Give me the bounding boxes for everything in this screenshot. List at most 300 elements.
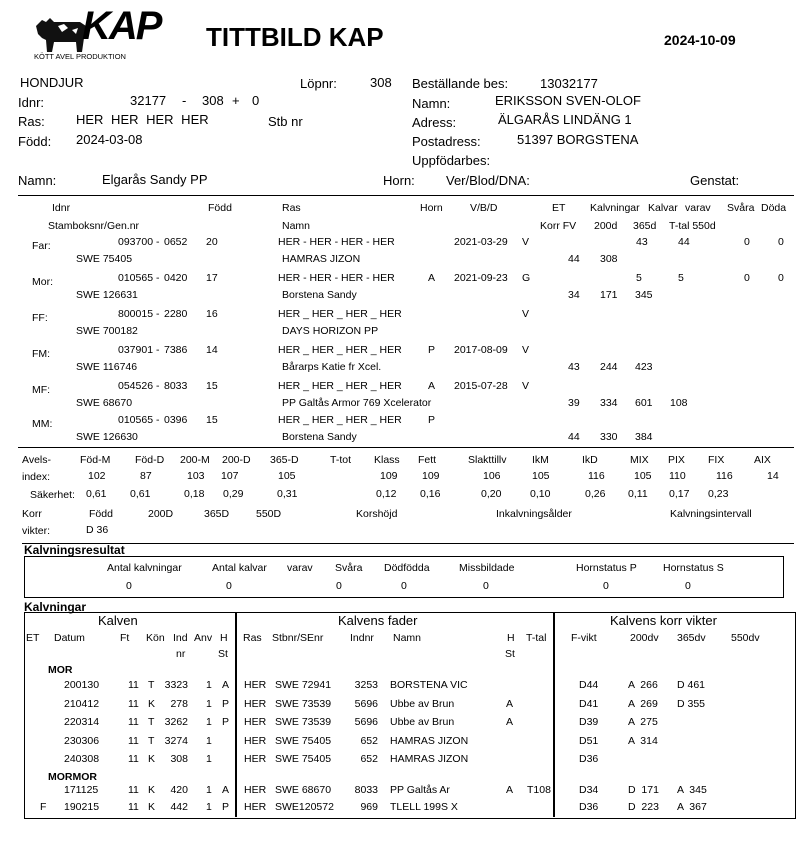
bes-label: Beställande bes: bbox=[412, 76, 509, 91]
index-sakerhet: 0,31 bbox=[277, 488, 298, 500]
cal-365dv: A 367 bbox=[677, 801, 707, 813]
cal-h-anv: Anv bbox=[194, 632, 213, 644]
ped-idnr-1: 800015 bbox=[118, 308, 154, 320]
cal-h-indnr: Indnr bbox=[350, 632, 374, 644]
index-sakerhet: 0,20 bbox=[481, 488, 502, 500]
ped-ras: HER - HER - HER - HER bbox=[278, 236, 395, 248]
ped-stambok: SWE 126630 bbox=[76, 431, 138, 443]
cal-ras: HER bbox=[244, 697, 267, 710]
korr-h-200d: 200D bbox=[148, 508, 174, 520]
ped-h-svara: Svåra bbox=[727, 202, 755, 214]
idnr-a: 32177 bbox=[130, 93, 167, 108]
ped-h-ras: Ras bbox=[282, 202, 301, 214]
ped-korr-fv: 44 bbox=[568, 431, 580, 443]
index-value: 116 bbox=[588, 470, 605, 482]
cal-indnr: 3253 bbox=[354, 679, 378, 691]
index-sakerhet: 0,10 bbox=[530, 488, 551, 500]
ped-ras: HER - HER - HER - HER bbox=[278, 272, 395, 284]
korr-h-fodd: Född bbox=[89, 508, 113, 520]
ped-idnr-1: 054526 bbox=[118, 380, 154, 392]
ped-svara: 0 bbox=[744, 272, 750, 284]
idnr-c: 0 bbox=[252, 93, 260, 108]
cal-anv: 1 bbox=[206, 734, 212, 747]
ped-h-vbd: V/B/D bbox=[470, 202, 498, 214]
cal-365dv: A 345 bbox=[677, 784, 707, 796]
divider bbox=[554, 612, 555, 817]
index-label-2: index: bbox=[22, 471, 51, 483]
index-sakerhet: 0,11 bbox=[628, 488, 648, 500]
index-value: 110 bbox=[669, 470, 686, 482]
cal-ras: HER bbox=[244, 753, 267, 765]
cal-200dv: A 266 bbox=[628, 679, 658, 691]
cal-200dv: A 314 bbox=[628, 734, 658, 747]
index-head: IkM bbox=[532, 454, 549, 466]
ped-h-stambok: Stamboksnr/Gen.nr bbox=[48, 220, 140, 232]
cal-stbnr: SWE 73539 bbox=[275, 697, 332, 710]
cal-datum: 210412 bbox=[64, 697, 100, 710]
cal-h-nr: nr bbox=[176, 648, 186, 660]
index-sakerhet: 0,61 bbox=[86, 488, 107, 500]
cal-datum: 200130 bbox=[64, 679, 100, 691]
korr-label-2: vikter: bbox=[22, 525, 51, 537]
cal-stbnr: SWE 73539 bbox=[275, 716, 332, 728]
result-head: Missbildade bbox=[459, 562, 515, 574]
cal-ras: HER bbox=[244, 716, 267, 728]
ped-200d: 330 bbox=[600, 431, 618, 443]
cal-365dv: D 355 bbox=[677, 697, 706, 710]
ped-stambok: SWE 116746 bbox=[76, 361, 138, 373]
ped-ras: HER _ HER _ HER _ HER bbox=[278, 308, 402, 320]
ped-kalvar: 5 bbox=[678, 272, 684, 284]
cal-ind: 442 bbox=[170, 801, 188, 813]
ped-ttal: 108 bbox=[670, 397, 688, 409]
ped-relation: FM: bbox=[32, 348, 51, 360]
cal-fvikt: D44 bbox=[579, 679, 599, 691]
ras-value: HER HER HER HER bbox=[76, 112, 209, 127]
ped-idnr-1: 010565 bbox=[118, 272, 154, 284]
cal-ind: 308 bbox=[170, 753, 188, 765]
index-head: 200-D bbox=[222, 454, 251, 466]
cal-ind: 3262 bbox=[164, 716, 188, 728]
ped-kalvningar-365: 43 bbox=[636, 236, 648, 248]
result-head: Antal kalvar bbox=[212, 562, 267, 574]
print-date: 2024-10-09 bbox=[664, 32, 736, 48]
namn-label: Namn: bbox=[18, 173, 57, 188]
index-value: 87 bbox=[140, 470, 152, 482]
index-sakerhet: 0,17 bbox=[669, 488, 690, 500]
ped-vbd-date: 2017-08-09 bbox=[454, 344, 508, 356]
group-mormor: MORMOR bbox=[48, 771, 97, 783]
cal-h-365dv: 365dv bbox=[677, 632, 706, 644]
index-value: 14 bbox=[767, 470, 779, 482]
cal-anv: 1 bbox=[206, 679, 212, 691]
cal-indnr: 969 bbox=[360, 801, 378, 813]
index-sakerhet: 0,16 bbox=[420, 488, 441, 500]
cal-h: A bbox=[222, 679, 230, 691]
kalvint-label: Kalvningsintervall bbox=[670, 508, 752, 520]
ped-200d: 308 bbox=[600, 253, 618, 265]
cal-h-ttal: T-tal bbox=[526, 632, 547, 644]
ped-doda: 0 bbox=[778, 236, 784, 248]
ped-fodd: 20 bbox=[206, 236, 218, 248]
cal-h-h2: H bbox=[507, 632, 515, 644]
cal-ft: 11 bbox=[128, 716, 139, 728]
index-head: T-tot bbox=[330, 454, 352, 466]
cal-namn: Ubbe av Brun bbox=[390, 716, 455, 728]
cal-h-ras: Ras bbox=[243, 632, 262, 644]
ped-vbd: V bbox=[522, 344, 530, 356]
cal-h-ft: Ft bbox=[120, 632, 130, 644]
index-sakerhet: 0,61 bbox=[130, 488, 151, 500]
result-value: 0 bbox=[401, 580, 407, 592]
cal-indnr: 652 bbox=[360, 753, 378, 765]
ras-label: Ras: bbox=[18, 114, 45, 129]
ped-fodd: 15 bbox=[206, 380, 218, 392]
korr-label-1: Korr bbox=[22, 508, 42, 520]
ped-relation: Far: bbox=[32, 240, 51, 252]
result-value: 0 bbox=[336, 580, 342, 592]
ped-200d: 171 bbox=[600, 289, 618, 301]
korr-value: D 36 bbox=[86, 524, 109, 536]
verblod-label: Ver/Blod/DNA: bbox=[446, 173, 530, 188]
index-value: 109 bbox=[380, 470, 398, 482]
index-value: 105 bbox=[634, 470, 652, 482]
ped-h-fodd: Född bbox=[208, 202, 232, 214]
cal-indnr: 5696 bbox=[354, 716, 378, 728]
result-head: Svåra bbox=[335, 562, 363, 574]
cal-h2: A bbox=[506, 697, 514, 710]
ped-namn: Borstena Sandy bbox=[282, 289, 357, 301]
index-sakerhet: 0,26 bbox=[585, 488, 606, 500]
cal-ind: 3323 bbox=[164, 679, 188, 691]
cal-200dv: A 269 bbox=[628, 697, 658, 710]
post-value: 51397 BORGSTENA bbox=[517, 132, 639, 147]
cal-kon: T bbox=[148, 679, 155, 691]
lopnr-label: Löpnr: bbox=[300, 76, 337, 91]
cal-stbnr: SWE120572 bbox=[275, 801, 334, 813]
divider bbox=[18, 195, 794, 196]
ped-ras: HER _ HER _ HER _ HER bbox=[278, 380, 402, 392]
cal-200dv: A 275 bbox=[628, 716, 658, 728]
cal-h-st2: St bbox=[505, 648, 515, 660]
index-value: 105 bbox=[532, 470, 550, 482]
bes-value: 13032177 bbox=[540, 76, 598, 91]
index-value: 105 bbox=[278, 470, 296, 482]
result-head: Antal kalvningar bbox=[107, 562, 182, 574]
cal-namn: TLELL 199S X bbox=[390, 801, 458, 813]
ped-h-idnr: Idnr bbox=[52, 202, 71, 214]
cal-datum: 220314 bbox=[64, 716, 100, 728]
index-head: MIX bbox=[630, 454, 649, 466]
cal-h-h: H bbox=[220, 632, 228, 644]
index-head: IkD bbox=[582, 454, 598, 466]
uppf-label: Uppfödarbes: bbox=[412, 153, 491, 168]
cal-fvikt: D39 bbox=[579, 716, 599, 728]
index-value: 109 bbox=[422, 470, 440, 482]
ped-idnr-dash: - bbox=[156, 308, 160, 320]
ped-idnr-2: 0652 bbox=[164, 236, 188, 248]
index-head: Klass bbox=[374, 454, 400, 466]
logo-subtext: KÖTT AVEL PRODUKTION bbox=[34, 52, 126, 61]
ped-ras: HER _ HER _ HER _ HER bbox=[278, 414, 402, 426]
post-label: Postadress: bbox=[412, 134, 481, 149]
cal-namn: HAMRAS JIZON bbox=[390, 734, 469, 747]
cal-anv: 1 bbox=[206, 801, 212, 813]
divider bbox=[236, 612, 237, 817]
ped-idnr-2: 0396 bbox=[164, 414, 188, 426]
ped-h-namn: Namn bbox=[282, 220, 311, 232]
ped-idnr-dash: - bbox=[156, 414, 160, 426]
ped-idnr-1: 093700 bbox=[118, 236, 154, 248]
ped-stambok: SWE 68670 bbox=[76, 397, 133, 409]
ped-fodd: 17 bbox=[206, 272, 218, 284]
index-value: 102 bbox=[88, 470, 106, 482]
cal-namn: Ubbe av Brun bbox=[390, 697, 455, 710]
cal-fvikt: D51 bbox=[579, 734, 599, 747]
genstat-label: Genstat: bbox=[690, 173, 740, 188]
cal-kon: T bbox=[148, 734, 155, 747]
cal-anv: 1 bbox=[206, 716, 212, 728]
ped-idnr-2: 0420 bbox=[164, 272, 188, 284]
ped-vbd-date: 2015-07-28 bbox=[454, 380, 508, 392]
cal-365dv: D 461 bbox=[677, 679, 706, 691]
cal-fvikt: D36 bbox=[579, 801, 599, 813]
ped-h-horn: Horn bbox=[420, 202, 443, 214]
cal-ind: 3274 bbox=[164, 734, 188, 747]
ped-idnr-1: 037901 bbox=[118, 344, 154, 356]
cal-h-namn: Namn bbox=[393, 632, 422, 644]
owner-namn-label: Namn: bbox=[412, 96, 451, 111]
cal-200dv: D 171 bbox=[628, 784, 659, 796]
ped-vbd: V bbox=[522, 308, 530, 320]
ped-korr-fv: 43 bbox=[568, 361, 580, 373]
korr-h-550d: 550D bbox=[256, 508, 282, 520]
result-title: Kalvningsresultat bbox=[24, 543, 125, 557]
cal-h: P bbox=[222, 801, 230, 813]
index-sakerhet: 0,18 bbox=[184, 488, 205, 500]
divider bbox=[18, 447, 794, 448]
cal-namn: HAMRAS JIZON bbox=[390, 753, 469, 765]
section-hondjur: HONDJUR bbox=[20, 75, 84, 90]
cal-ft: 11 bbox=[128, 697, 139, 710]
ped-h-varav: varav bbox=[685, 202, 711, 214]
ped-horn: P bbox=[428, 414, 436, 426]
cal-ind: 420 bbox=[170, 784, 188, 796]
cal-200dv: D 223 bbox=[628, 801, 659, 813]
ped-idnr-dash: - bbox=[156, 344, 160, 356]
cal-ras: HER bbox=[244, 679, 267, 691]
cal-indnr: 652 bbox=[360, 734, 378, 747]
cal-h-stbnr: Stbnr/SEnr bbox=[272, 632, 324, 644]
ped-korr-fv: 34 bbox=[568, 289, 580, 301]
result-head: Dödfödda bbox=[384, 562, 430, 574]
ped-korr-fv: 39 bbox=[568, 397, 580, 409]
cal-anv: 1 bbox=[206, 753, 212, 765]
horn-label: Horn: bbox=[383, 173, 415, 188]
cal-h2: A bbox=[506, 784, 514, 796]
ped-365d: 384 bbox=[635, 431, 653, 443]
ped-kalvningar-365: 5 bbox=[636, 272, 642, 284]
korshojd-label: Korshöjd bbox=[356, 508, 398, 520]
fodd-value: 2024-03-08 bbox=[76, 132, 143, 147]
result-value: 0 bbox=[603, 580, 609, 592]
ped-h-et: ET bbox=[552, 202, 566, 214]
ped-idnr-dash: - bbox=[156, 380, 160, 392]
idnr-dash: - bbox=[182, 93, 187, 108]
cal-h: A bbox=[222, 784, 230, 796]
group-kalven: Kalven bbox=[98, 613, 138, 628]
group-korr: Kalvens korr vikter bbox=[610, 613, 717, 628]
cal-fvikt: D36 bbox=[579, 753, 599, 765]
ped-idnr-dash: - bbox=[156, 272, 160, 284]
index-head: FIX bbox=[708, 454, 725, 466]
ped-h-kalvar: Kalvar bbox=[648, 202, 678, 214]
ped-vbd-date: 2021-03-29 bbox=[454, 236, 508, 248]
index-value: 116 bbox=[716, 470, 733, 482]
ped-idnr-2: 7386 bbox=[164, 344, 188, 356]
ped-vbd-date: 2021-09-23 bbox=[454, 272, 508, 284]
cal-datum: 171125 bbox=[64, 784, 99, 796]
cal-h-fvikt: F-vikt bbox=[571, 632, 597, 644]
cal-h-200dv: 200dv bbox=[630, 632, 659, 644]
index-head: Slakttillv bbox=[468, 454, 507, 466]
ped-relation: MM: bbox=[32, 418, 53, 430]
cal-anv: 1 bbox=[206, 697, 212, 710]
ped-h-200d: 200d bbox=[594, 220, 618, 232]
cal-indnr: 5696 bbox=[354, 697, 378, 710]
ped-namn: HAMRAS JIZON bbox=[282, 253, 361, 265]
ped-vbd: G bbox=[522, 272, 531, 284]
lopnr-value: 308 bbox=[370, 75, 392, 90]
group-mor: MOR bbox=[48, 664, 73, 676]
cal-h2: A bbox=[506, 716, 514, 728]
cal-h: P bbox=[222, 716, 230, 728]
cal-ras: HER bbox=[244, 784, 267, 796]
index-head: 200-M bbox=[180, 454, 210, 466]
index-label-1: Avels- bbox=[22, 454, 51, 466]
index-head: Fett bbox=[418, 454, 437, 466]
cal-kon: T bbox=[148, 716, 155, 728]
ped-svara: 0 bbox=[744, 236, 750, 248]
cal-h: P bbox=[222, 697, 230, 710]
ped-fodd: 14 bbox=[206, 344, 218, 356]
ped-idnr-dash: - bbox=[156, 236, 160, 248]
cal-h-st: St bbox=[218, 648, 228, 660]
cal-h-550dv: 550dv bbox=[731, 632, 760, 644]
idnr-b: 308 bbox=[202, 93, 224, 108]
index-head: Föd-D bbox=[135, 454, 165, 466]
owner-namn: ERIKSSON SVEN-OLOF bbox=[495, 93, 641, 108]
cal-h-kon: Kön bbox=[146, 632, 165, 644]
korr-h-365d: 365D bbox=[204, 508, 230, 520]
cal-ft: 11 bbox=[128, 784, 139, 796]
index-value: 103 bbox=[187, 470, 205, 482]
idnr-plus: + bbox=[232, 93, 240, 108]
adress-label: Adress: bbox=[412, 115, 457, 130]
index-head: AIX bbox=[754, 454, 771, 466]
group-fader: Kalvens fader bbox=[338, 613, 418, 628]
ped-fodd: 15 bbox=[206, 414, 218, 426]
ped-namn: PP Galtås Armor 769 Xcelerator bbox=[282, 397, 432, 409]
sakerhet-label: Säkerhet: bbox=[30, 489, 75, 501]
cal-stbnr: SWE 75405 bbox=[275, 734, 332, 747]
cal-ttal: T108 bbox=[527, 784, 551, 796]
namn-value: Elgarås Sandy PP bbox=[102, 172, 208, 187]
cal-fvikt: D34 bbox=[579, 784, 599, 796]
ped-namn: Borstena Sandy bbox=[282, 431, 357, 443]
index-value: 106 bbox=[483, 470, 501, 482]
adress-value: ÄLGARÅS LINDÄNG 1 bbox=[498, 112, 632, 127]
inkalv-label: Inkalvningsålder bbox=[496, 508, 572, 520]
ped-korr-fv: 44 bbox=[568, 253, 580, 265]
ped-relation: FF: bbox=[32, 312, 48, 324]
divider bbox=[22, 543, 794, 544]
ped-fodd: 16 bbox=[206, 308, 218, 320]
ped-stambok: SWE 700182 bbox=[76, 325, 138, 337]
result-head: varav bbox=[287, 562, 313, 574]
ped-vbd: V bbox=[522, 236, 530, 248]
ped-horn: P bbox=[428, 344, 436, 356]
ped-idnr-2: 8033 bbox=[164, 380, 188, 392]
ped-namn: DAYS HORIZON PP bbox=[282, 325, 379, 337]
ped-relation: Mor: bbox=[32, 276, 53, 288]
cal-stbnr: SWE 75405 bbox=[275, 753, 332, 765]
result-value: 0 bbox=[685, 580, 691, 592]
cal-ras: HER bbox=[244, 801, 267, 813]
result-value: 0 bbox=[126, 580, 132, 592]
cal-ras: HER bbox=[244, 734, 267, 747]
index-value: 107 bbox=[221, 470, 239, 482]
cal-kon: K bbox=[148, 753, 156, 765]
logo-text: KAP bbox=[82, 4, 161, 48]
ped-ras: HER _ HER _ HER _ HER bbox=[278, 344, 402, 356]
result-head: Hornstatus S bbox=[663, 562, 724, 574]
result-head: Hornstatus P bbox=[576, 562, 637, 574]
cal-h-datum: Datum bbox=[54, 632, 85, 644]
page-title: TITTBILD KAP bbox=[206, 22, 384, 52]
index-sakerhet: 0,12 bbox=[376, 488, 397, 500]
index-head: PIX bbox=[668, 454, 685, 466]
cal-ind: 278 bbox=[170, 697, 188, 710]
cal-h-et: ET bbox=[26, 632, 40, 644]
ped-idnr-1: 010565 bbox=[118, 414, 154, 426]
index-head: Föd-M bbox=[80, 454, 111, 466]
ped-200d: 334 bbox=[600, 397, 618, 409]
cal-datum: 240308 bbox=[64, 753, 100, 765]
logo bbox=[30, 4, 161, 62]
ped-200d: 244 bbox=[600, 361, 618, 373]
index-sakerhet: 0,29 bbox=[223, 488, 244, 500]
ped-h-korr: Korr FV bbox=[540, 220, 577, 232]
ped-kalvar: 44 bbox=[678, 236, 690, 248]
cal-kon: K bbox=[148, 801, 156, 813]
stb-label: Stb nr bbox=[268, 114, 303, 129]
ped-h-365d: 365d bbox=[633, 220, 657, 232]
cal-anv: 1 bbox=[206, 784, 212, 796]
ped-h-doda: Döda bbox=[761, 202, 787, 214]
index-sakerhet: 0,23 bbox=[708, 488, 729, 500]
ped-namn: Bårarps Katie fr Xcel. bbox=[282, 361, 382, 373]
cal-stbnr: SWE 68670 bbox=[275, 784, 332, 796]
idnr-label: Idnr: bbox=[18, 95, 45, 110]
ped-vbd: V bbox=[522, 380, 530, 392]
cal-kon: K bbox=[148, 784, 156, 796]
cal-datum: 230306 bbox=[64, 734, 100, 747]
cal-ft: 11 bbox=[128, 753, 139, 765]
ped-idnr-2: 2280 bbox=[164, 308, 188, 320]
ped-365d: 601 bbox=[635, 397, 653, 409]
ped-horn: A bbox=[428, 272, 436, 284]
